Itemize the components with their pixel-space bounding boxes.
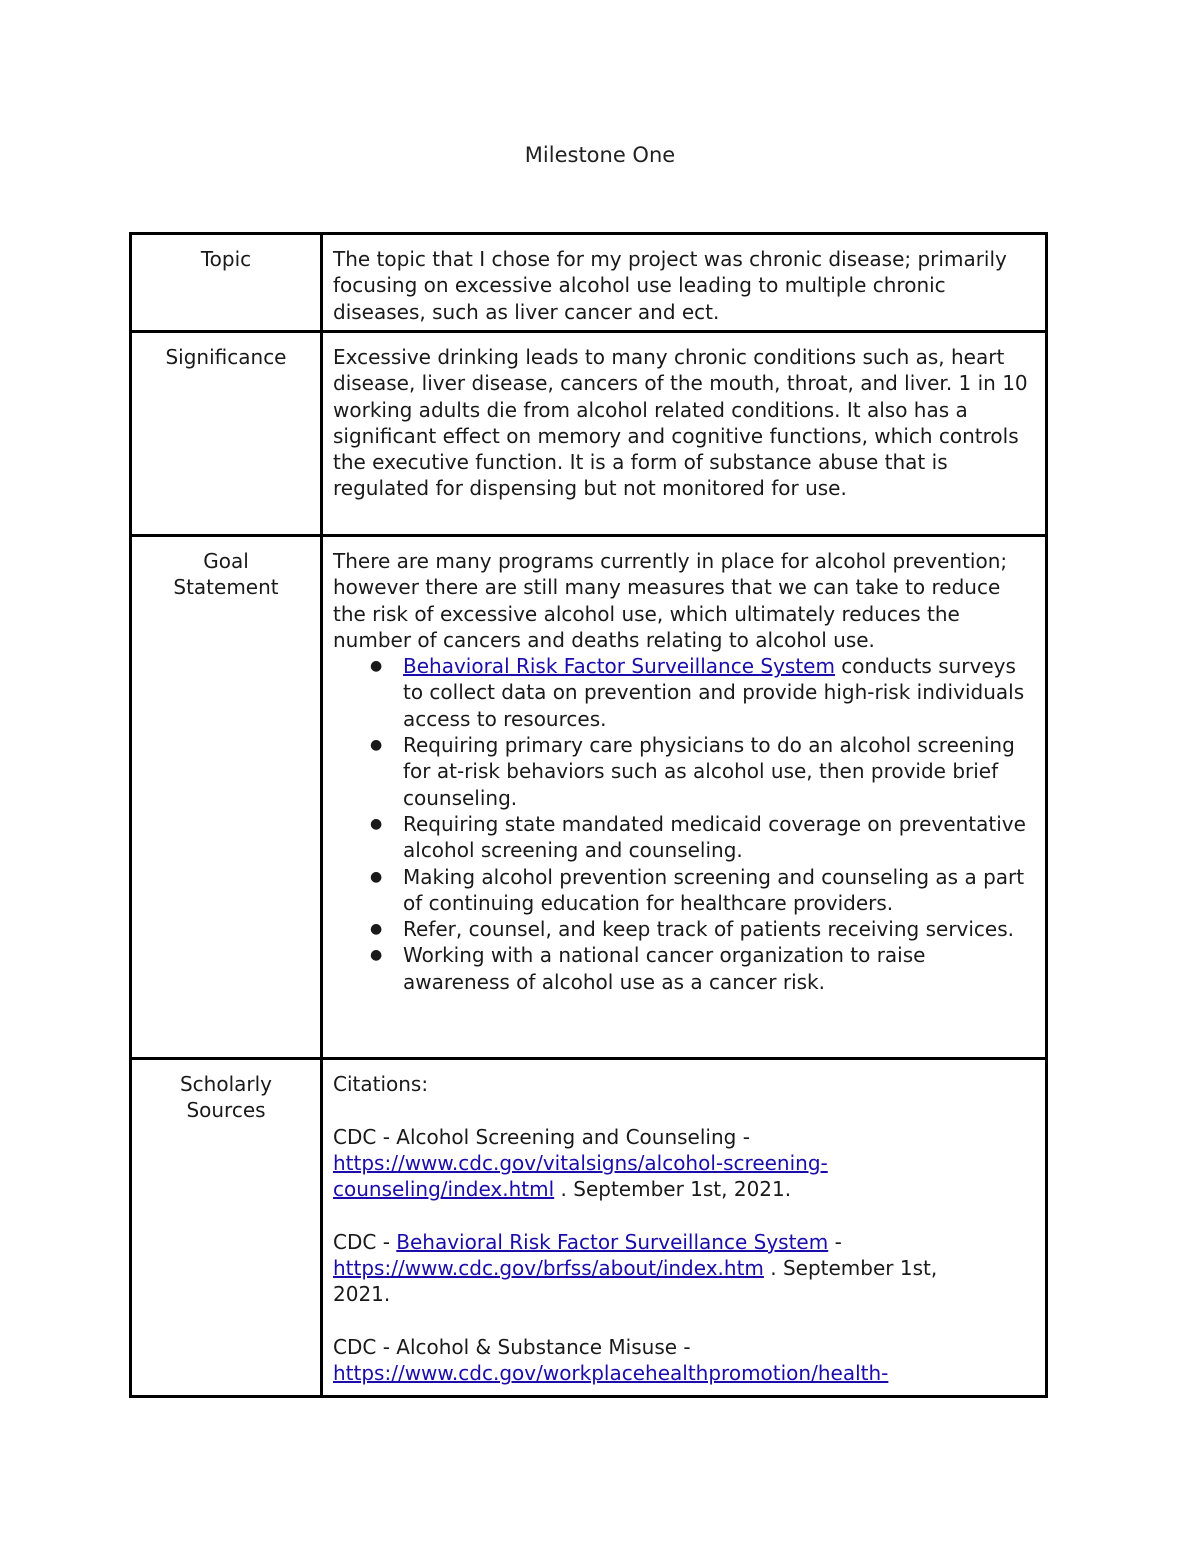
brfss-link[interactable]: Behavioral Risk Factor Surveillance System xyxy=(403,654,835,679)
goal-bullet-list xyxy=(333,653,1035,995)
list-item xyxy=(370,653,1035,732)
citations-heading: Citations: xyxy=(333,1072,429,1096)
goal-label-cell xyxy=(131,536,322,1059)
list-item xyxy=(370,864,1035,917)
citation-1-prefix: CDC - Alcohol Screening and Counseling - xyxy=(333,1124,750,1149)
citation-3-prefix: CDC - Alcohol & Substance Misuse - xyxy=(333,1334,691,1359)
table-row-topic xyxy=(131,234,1047,332)
citation-2-url[interactable]: https://www.cdc.gov/brfss/about/index.htm xyxy=(333,1256,764,1281)
citation-2-suffix-line2: 2021. xyxy=(333,1282,391,1307)
citation-3 xyxy=(333,1334,1035,1387)
bullet-icon: ● xyxy=(370,868,383,885)
bullet-icon: ● xyxy=(370,921,383,938)
citation-1-suffix: . September 1st, 2021. xyxy=(554,1177,792,1202)
significance-text: Excessive drinking leads to many chronic conditions such as, heart disease, liver disease, cancers of the mouth, throat, and liver. 1 in 10 working adults die from alcohol related conditions. It also has a significant effect on memory and cognitive functions, which controls the executive function. It is a form of substance abuse that is regulated for dispensing but not monitored for use. xyxy=(333,345,1028,501)
list-item xyxy=(370,916,1035,942)
list-item xyxy=(370,732,1035,811)
spacer xyxy=(333,1202,1035,1228)
citation-2-title-link[interactable]: Behavioral Risk Factor Surveillance System xyxy=(396,1229,829,1254)
topic-content-cell xyxy=(322,234,1047,332)
goal-intro-text: There are many programs currently in place for alcohol prevention; however there are still many measures that we can take to reduce the risk of excessive alcohol use, which ultimately reduces the number of cancers and deaths relating to alcohol use. xyxy=(333,549,1008,652)
citation-2 xyxy=(333,1229,1035,1308)
citation-2-suffix-line1: . September 1st, xyxy=(763,1256,938,1281)
page-title: Milestone One xyxy=(524,143,676,167)
table-row-significance xyxy=(131,332,1047,536)
list-item xyxy=(370,811,1035,864)
citation-3-url[interactable]: https://www.cdc.gov/workplacehealthpromotion/health- xyxy=(333,1361,889,1386)
table-row-goal-statement xyxy=(131,536,1047,1059)
sources-label-line2: Sources xyxy=(186,1098,266,1123)
significance-label: Significance xyxy=(165,345,287,369)
sources-content-cell xyxy=(322,1059,1047,1397)
bullet-icon: ● xyxy=(370,737,383,754)
topic-text: The topic that I chose for my project was chronic disease; primarily focusing on excessive alcohol use leading to multiple chronic diseases, such as liver cancer and ect. xyxy=(333,247,1007,324)
goal-label-line2: Statement xyxy=(173,575,279,600)
topic-label: Topic xyxy=(200,247,252,271)
milestone-table xyxy=(129,232,1048,1398)
bullet-icon: ● xyxy=(370,815,383,832)
bullet-icon: ● xyxy=(370,658,383,675)
citation-1 xyxy=(333,1124,1035,1203)
citation-2-prefix: CDC - xyxy=(333,1229,397,1254)
bullet3-text: Requiring state mandated medicaid coverage on preventative alcohol screening and counseling. xyxy=(403,811,1026,863)
spacer xyxy=(333,1308,1035,1334)
bullet6-text: Working with a national cancer organization to raise awareness of alcohol use as a cancer risk. xyxy=(403,943,926,994)
citation-1-url-line1: https://www.cdc.gov/vitalsigns/alcohol-screening- xyxy=(333,1150,828,1175)
bullet-icon: ● xyxy=(370,947,383,964)
goal-label-line1: Goal xyxy=(203,549,249,573)
citation-2-dash: - xyxy=(828,1229,842,1254)
bullet1-text: conducts surveys to collect data on prevention and provide high-risk individuals access to resources. xyxy=(403,654,1025,731)
citation-1-url-line2: counseling/index.html xyxy=(333,1177,555,1202)
table-row-scholarly-sources xyxy=(131,1059,1047,1397)
bullet2-text: Requiring primary care physicians to do an alcohol screening for at-risk behaviors such as alcohol use, then provide brief counseling. xyxy=(403,733,1015,810)
significance-label-cell xyxy=(131,332,322,536)
list-item xyxy=(370,942,1035,995)
sources-label-line1: Scholarly xyxy=(179,1072,273,1096)
bullet4-text: Making alcohol prevention screening and counseling as a part of continuing education for healthcare providers. xyxy=(403,864,1025,915)
sources-label-cell xyxy=(131,1059,322,1397)
spacer xyxy=(333,1097,1035,1123)
topic-label-cell xyxy=(131,234,322,332)
goal-content-cell xyxy=(322,536,1047,1059)
bullet5-text: Refer, counsel, and keep track of patients receiving services. xyxy=(403,917,1015,942)
significance-content-cell xyxy=(322,332,1047,536)
